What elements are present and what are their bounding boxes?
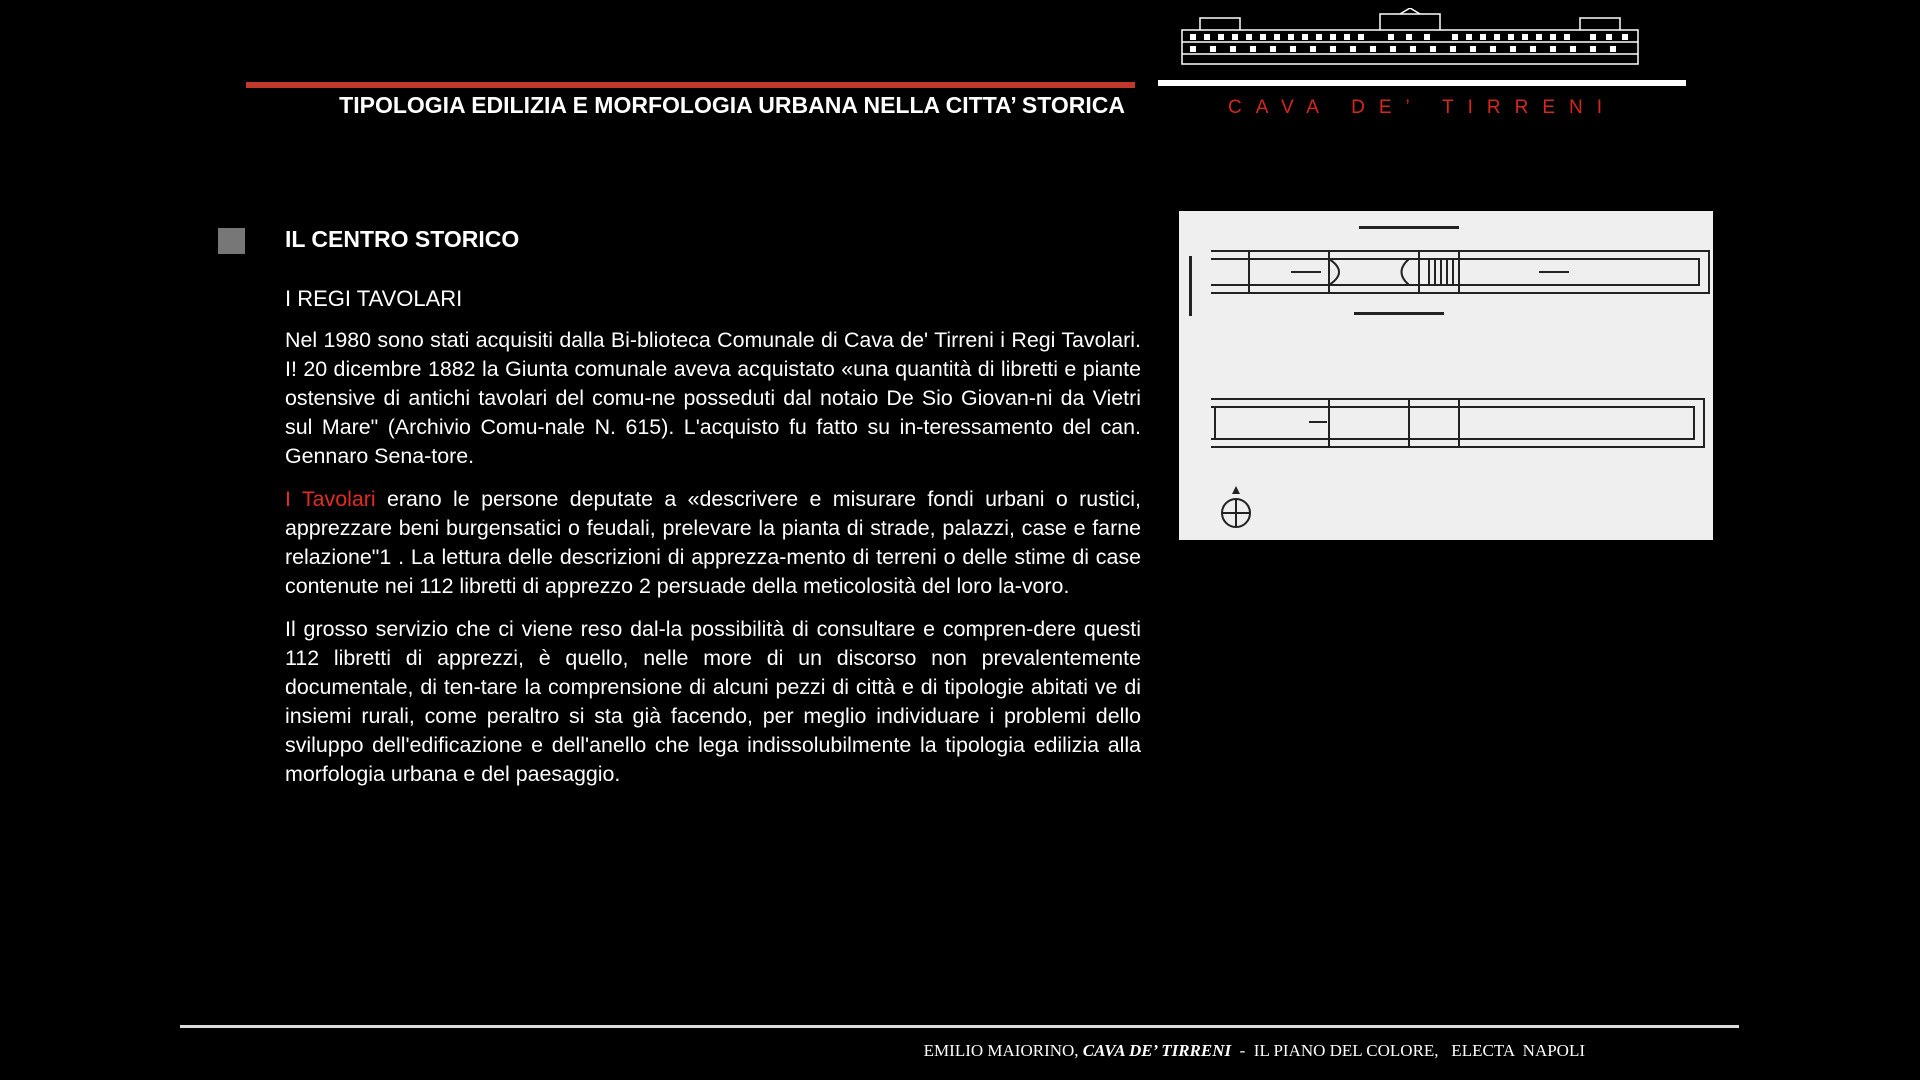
paragraph-1: Nel 1980 sono stati acquisiti dalla Bi-blioteca Comunale di Cava de' Tirreni i Regi Tavolari. I! 20 dicembre 1882 la Giunta comunale aveva acquistato «una quantità di libretti e piante ostensive di antichi tavolari del comu-ne posseduti dal notaio De Sio Giovan-ni da Vietri sul Mare" (Archivio Comu-nale N. 615). L'acquisto fu fatto su in-teressamento del can. Gennaro Sena-tore.	[285, 328, 1141, 468]
footer-book-title: CAVA DE’ TIRRENI	[1082, 1041, 1232, 1060]
footer-author: EMILIO MAIORINO,	[923, 1041, 1083, 1060]
city-name: CAVA DE’ TIRRENI	[1228, 97, 1616, 118]
subheading: I REGI TAVOLARI	[285, 286, 463, 311]
building-facade-logo	[1180, 8, 1640, 68]
section-bullet-icon	[218, 228, 245, 254]
page-title: TIPOLOGIA EDILIZIA E MORFOLOGIA URBANA NELLA CITTA’ STORICA	[339, 92, 1125, 118]
footer-citation	[780, 1041, 1585, 1061]
paragraph-2	[285, 485, 1141, 601]
tavolari-highlight: I Tavolari	[285, 487, 376, 511]
body-text	[285, 326, 1141, 803]
paragraph-2-text: erano le persone deputate a «descrivere e misurare fondi urbani o rustici, apprezzare beni burgensatici o feudali, prelevare la pianta di strade, palazzi, case e farne relazione"1 . La lettura delle descrizioni di apprezza-mento di terreni o delle stime di case contenute nei 112 libretti di apprezzo 2 persuade della meticolosità del loro la-voro.	[285, 487, 1141, 598]
section-title: IL CENTRO STORICO	[285, 226, 520, 252]
header-red-rule	[246, 82, 1135, 88]
header-white-rule	[1158, 80, 1686, 86]
floor-plan-figure	[1179, 211, 1713, 540]
paragraph-3: Il grosso servizio che ci viene reso dal-la possibilità di consultare e compren-dere questi 112 libretti di apprezzi, è quello, nelle more di un discorso non prevalentemente documentale, di ten-tare la comprensione di alcuni pezzi di città e di tipologie abitati ve di insiemi rurali, come peraltro si sta già facendo, per meglio individuare i problemi dello sviluppo dell'edificazione e dell'anello che lega indissolubilmente la tipologia edilizia alla morfologia urbana e del paesaggio.	[285, 617, 1141, 786]
footer-rule	[180, 1025, 1739, 1028]
footer-publisher: - IL PIANO DEL COLORE, ELECTA NAPOLI	[1231, 1041, 1585, 1060]
